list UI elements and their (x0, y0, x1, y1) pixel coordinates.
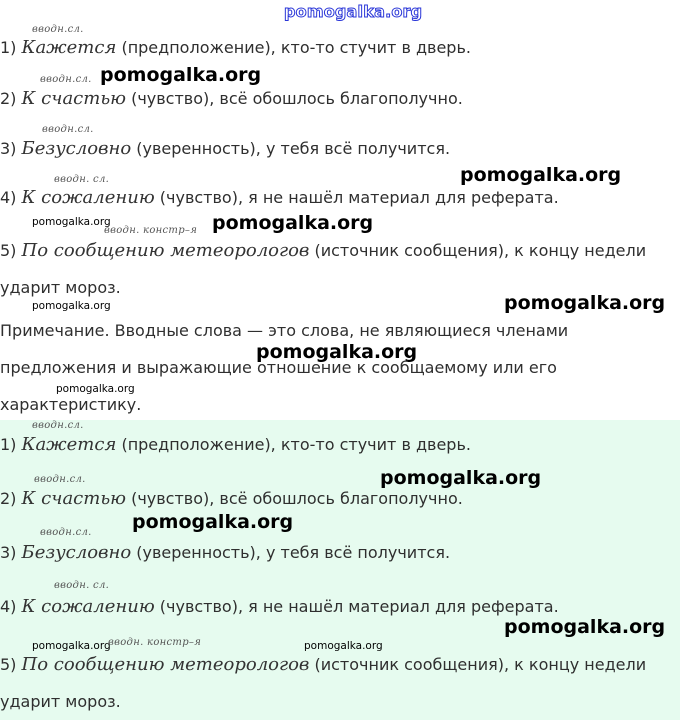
introductory-word: Кажется (21, 37, 117, 58)
item-number: 1) (0, 435, 17, 454)
item-2 (0, 88, 463, 109)
note-line-1: Примечание. Вводные слова — это слова, не являющиеся членами (0, 321, 569, 340)
watermark: pomogalka.org (504, 616, 666, 638)
item-text: (уверенность), у тебя всё получится. (131, 543, 451, 562)
watermark-header: pomogalka.org (284, 2, 423, 21)
item-number: 2) (0, 489, 17, 508)
watermark: pomogalka.org (132, 511, 294, 533)
item-text: (чувство), я не нашёл материал для реферата. (154, 597, 559, 616)
item-text: (источник сообщения), к концу недели (309, 241, 647, 260)
item-number: 5) (0, 655, 17, 674)
item-number: 3) (0, 139, 17, 158)
item-4 (0, 187, 559, 208)
introductory-word: К сожалению (21, 187, 155, 208)
item-1 (0, 37, 471, 58)
item-number: 5) (0, 241, 17, 260)
item-5-copy (0, 654, 646, 675)
introductory-word: По сообщению метеорологов (21, 240, 310, 261)
watermark: pomogalka.org (32, 640, 111, 652)
watermark: pomogalka.org (504, 292, 666, 314)
item-2-copy (0, 488, 463, 509)
introductory-word: К счастью (21, 488, 126, 509)
item-text: (предположение), кто-то стучит в дверь. (116, 38, 471, 57)
hint-introductory-word: вводн.сл. (40, 527, 92, 538)
hint-introductory-word: вводн. сл. (54, 174, 110, 185)
hint-introductory-word: вводн.сл. (32, 24, 84, 35)
hint-introductory-word: вводн.сл. (42, 124, 94, 135)
highlighted-section (0, 420, 680, 720)
hint-introductory-construction: вводн. констр–я (104, 225, 198, 236)
item-1-copy (0, 434, 471, 455)
item-3 (0, 138, 450, 159)
introductory-word: К сожалению (21, 596, 155, 617)
item-number: 4) (0, 597, 17, 616)
item-text: (уверенность), у тебя всё получится. (131, 139, 451, 158)
watermark: pomogalka.org (56, 383, 135, 395)
watermark: pomogalka.org (460, 164, 622, 186)
item-text: (чувство), я не нашёл материал для реферата. (154, 188, 559, 207)
item-text: (предположение), кто-то стучит в дверь. (116, 435, 471, 454)
item-5-continuation: ударит мороз. (0, 278, 121, 297)
watermark: pomogalka.org (32, 216, 111, 228)
watermark: pomogalka.org (256, 341, 418, 363)
hint-introductory-word: вводн.сл. (40, 74, 92, 85)
introductory-word: Безусловно (21, 138, 132, 159)
item-number: 3) (0, 543, 17, 562)
hint-introductory-word: вводн. сл. (54, 580, 110, 591)
item-number: 4) (0, 188, 17, 207)
note-line-2: предложения и выражающие отношение к сообщаемому или его (0, 358, 557, 377)
watermark: pomogalka.org (32, 300, 111, 312)
hint-introductory-word: вводн.сл. (34, 474, 86, 485)
watermark: pomogalka.org (380, 467, 542, 489)
item-5 (0, 240, 646, 261)
item-4-copy (0, 596, 559, 617)
item-text: (чувство), всё обошлось благополучно. (125, 489, 463, 508)
hint-introductory-word: вводн.сл. (32, 420, 84, 431)
note-line-3: характеристику. (0, 395, 142, 414)
watermark: pomogalka.org (100, 64, 262, 86)
watermark: pomogalka.org (304, 640, 383, 652)
item-number: 2) (0, 89, 17, 108)
item-text: (чувство), всё обошлось благополучно. (125, 89, 463, 108)
introductory-word: По сообщению метеорологов (21, 654, 310, 675)
item-number: 1) (0, 38, 17, 57)
item-text: (источник сообщения), к концу недели (309, 655, 647, 674)
item-5-continuation-copy: ударит мороз. (0, 692, 121, 711)
introductory-word: К счастью (21, 88, 126, 109)
watermark: pomogalka.org (212, 212, 374, 234)
item-3-copy (0, 542, 450, 563)
hint-introductory-construction: вводн. констр–я (108, 637, 202, 648)
introductory-word: Безусловно (21, 542, 132, 563)
introductory-word: Кажется (21, 434, 117, 455)
